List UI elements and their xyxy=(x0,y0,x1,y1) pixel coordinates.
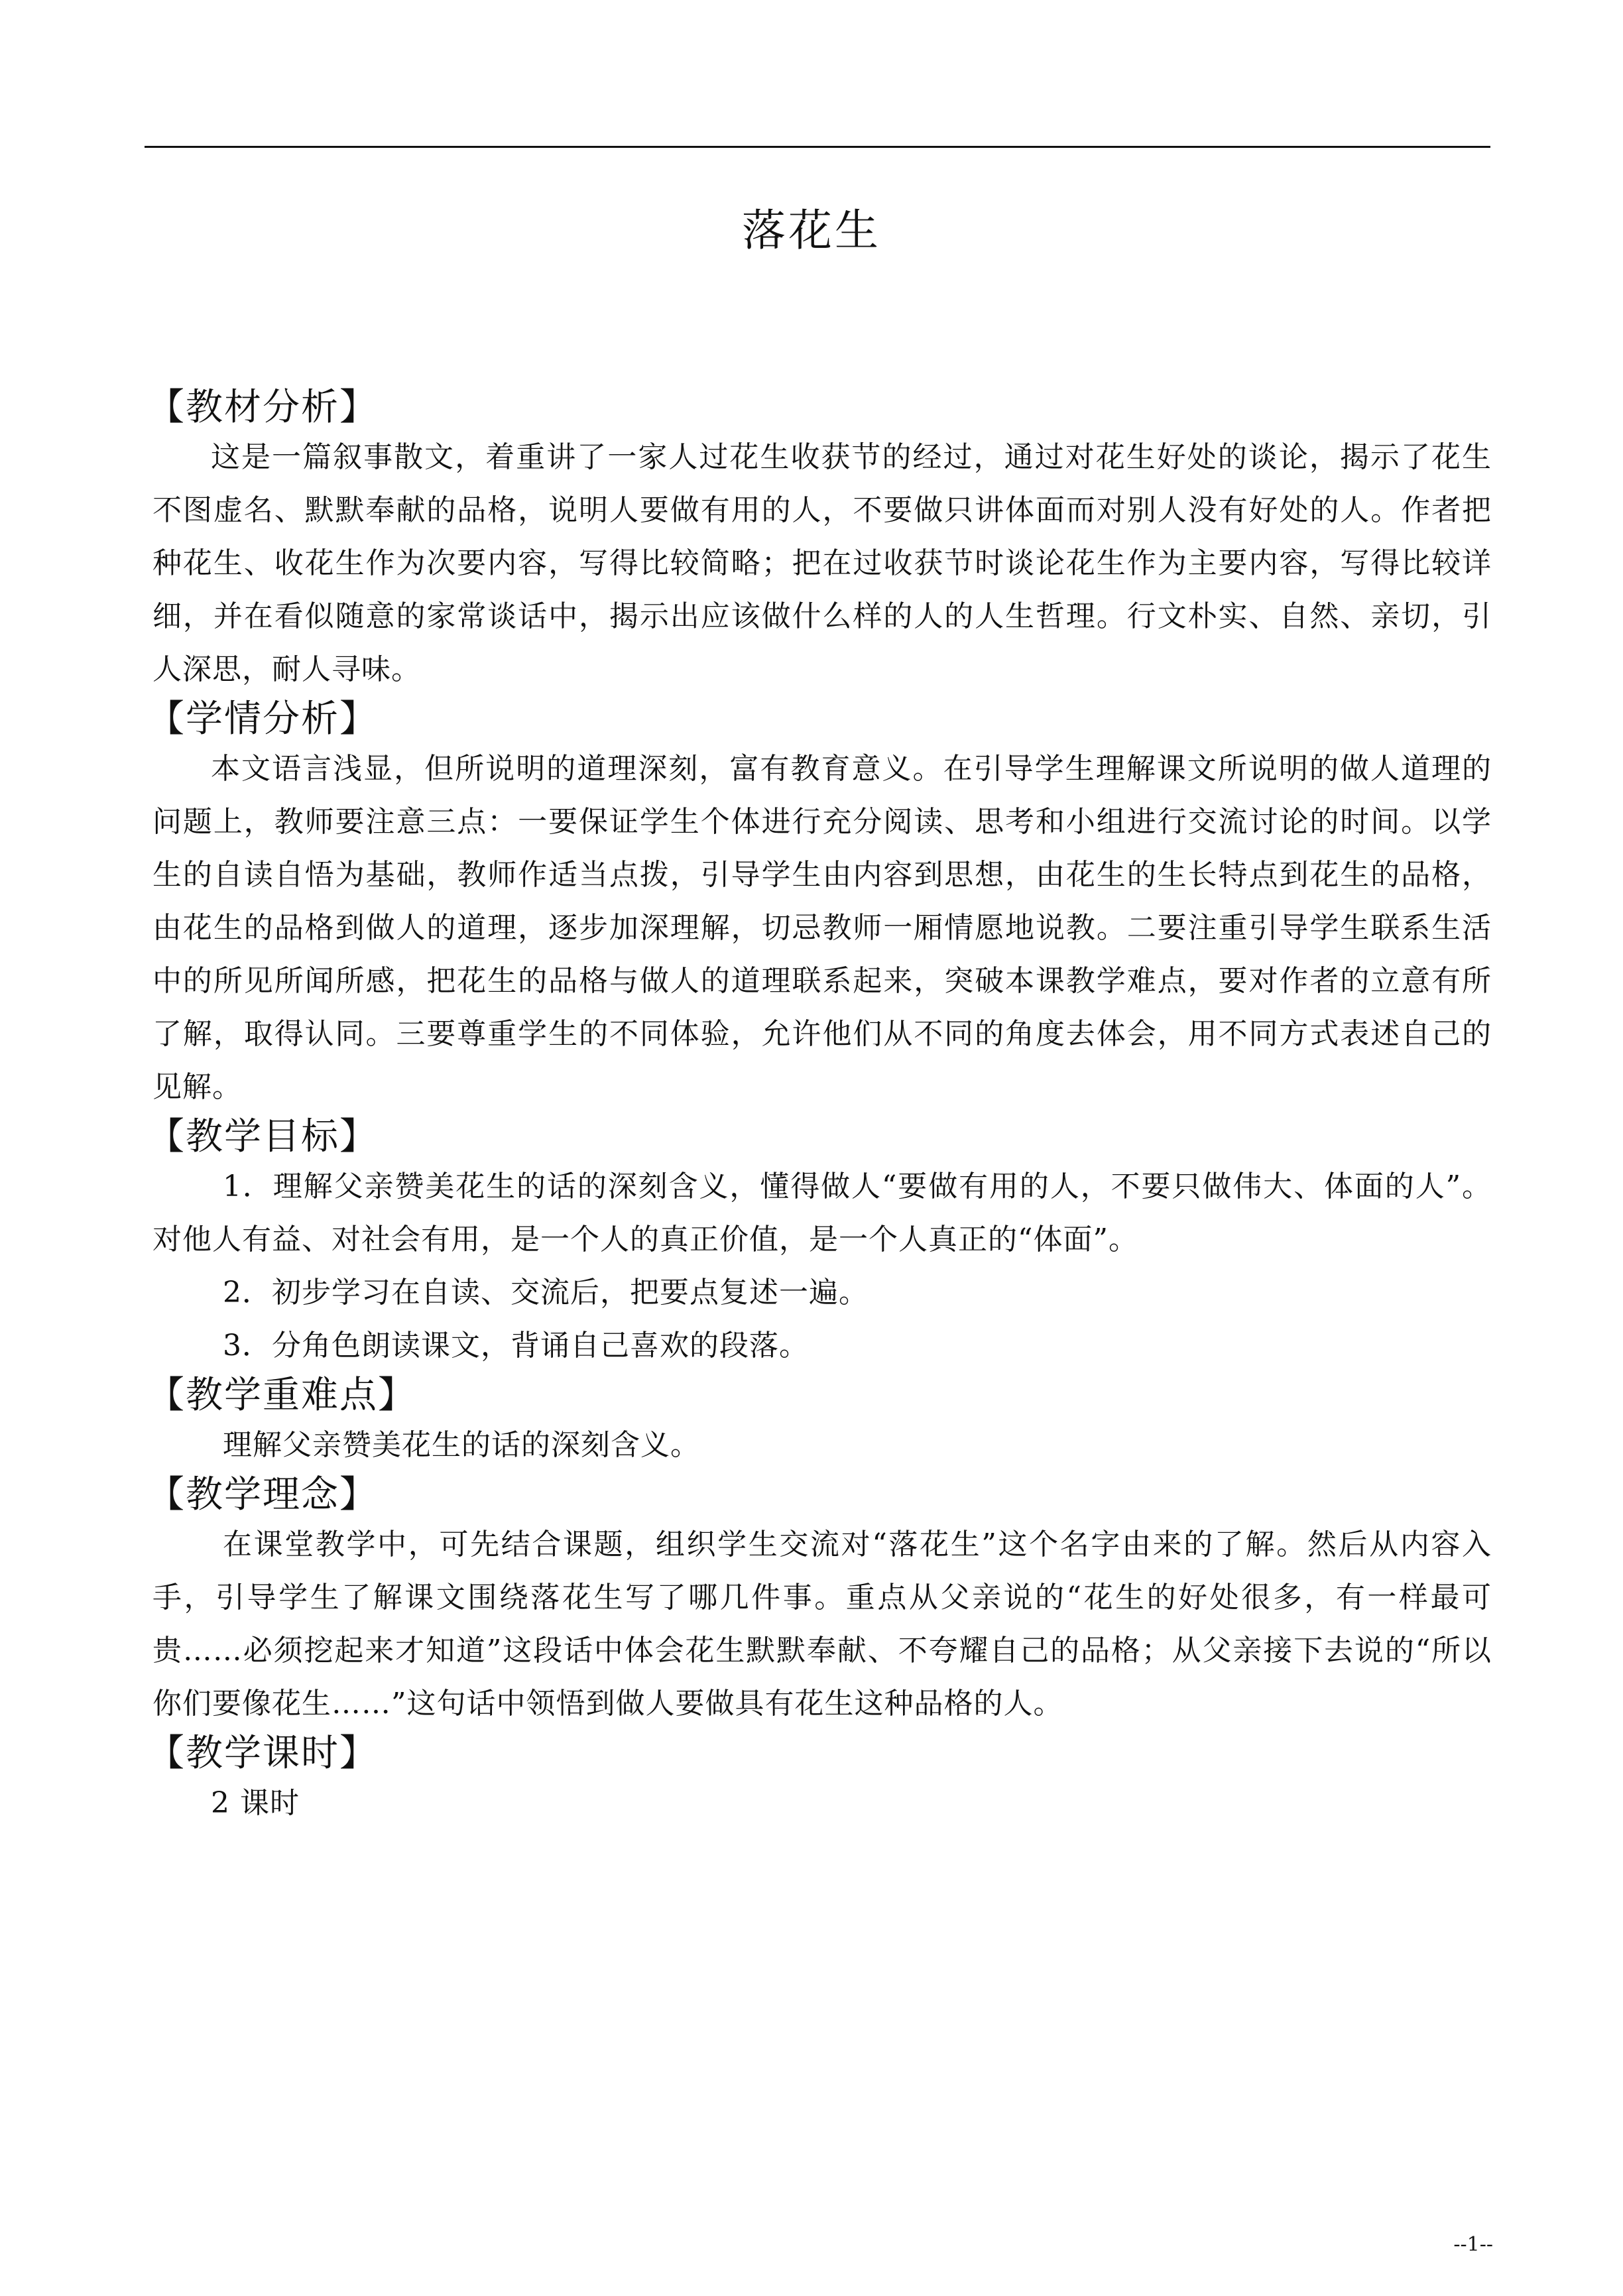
header-rule xyxy=(145,146,1490,148)
document-body xyxy=(147,385,1492,1830)
page-number: --1-- xyxy=(1453,2233,1493,2256)
goal-item-1: 1．理解父亲赞美花生的话的深刻含义，懂得做人“要做有用的人，不要只做伟大、体面的人”。对他人有益、对社会有用，是一个人的真正价值，是一个人真正的“体面”。 xyxy=(152,1170,1492,1256)
paragraph-key-points: 理解父亲赞美花生的话的深刻含义。 xyxy=(223,1428,700,1462)
paragraph-class-hours: 2 课时 xyxy=(211,1786,300,1820)
goal-item-3: 3．分角色朗读课文，背诵自己喜欢的段落。 xyxy=(223,1329,809,1362)
document-title: 落花生 xyxy=(742,205,881,256)
paragraph-textbook-analysis: 这是一篇叙事散文，着重讲了一家人过花生收获节的经过，通过对花生好处的谈论，揭示了花生不图虚名、默默奉献的品格，说明人要做有用的人，不要做只讲体面而对别人没有好处的人。作者把种花生、收花生作为次要内容，写得比较简略；把在过收获节时谈论花生作为主要内容，写得比较详细，并在看似随意的家常谈话中，揭示出应该做什么样的人的人生哲理。行文朴实、自然、亲切，引人深思，耐人寻味。 xyxy=(152,440,1492,686)
heading-textbook-analysis: 【教材分析】 xyxy=(147,386,378,429)
paragraph-teaching-philosophy: 在课堂教学中，可先结合课题，组织学生交流对“落花生”这个名字由来的了解。然后从内容入手，引导学生了解课文围绕落花生写了哪几件事。重点从父亲说的“花生的好处很多，有一样最可贵……必须挖起来才知道”这段话中体会花生默默奉献、不夸耀自己的品格；从父亲接下去说的“所以你们要像花生……”这句话中领悟到做人要做具有花生这种品格的人。 xyxy=(152,1528,1492,1721)
heading-class-hours: 【教学课时】 xyxy=(147,1732,378,1775)
paragraph-learner-analysis: 本文语言浅显，但所说明的道理深刻，富有教育意义。在引导学生理解课文所说明的做人道理的问题上，教师要注意三点：一要保证学生个体进行充分阅读、思考和小组进行交流讨论的时间。以学生的自读自悟为基础，教师作适当点拨，引导学生由内容到思想，由花生的生长特点到花生的品格，由花生的品格到做人的道理，逐步加深理解，切忌教师一厢情愿地说教。二要注重引导学生联系生活中的所见所闻所感，把花生的品格与做人的道理联系起来，突破本课教学难点，要对作者的立意有所了解，取得认同。三要尊重学生的不同体验，允许他们从不同的角度去体会，用不同方式表述自己的见解。 xyxy=(152,752,1492,1104)
goal-item-2: 2．初步学习在自读、交流后，把要点复述一遍。 xyxy=(223,1276,869,1309)
heading-learner-analysis: 【学情分析】 xyxy=(147,697,378,741)
heading-teaching-goals: 【教学目标】 xyxy=(147,1115,378,1158)
heading-key-points: 【教学重难点】 xyxy=(147,1374,416,1417)
heading-teaching-philosophy: 【教学理念】 xyxy=(147,1473,378,1516)
